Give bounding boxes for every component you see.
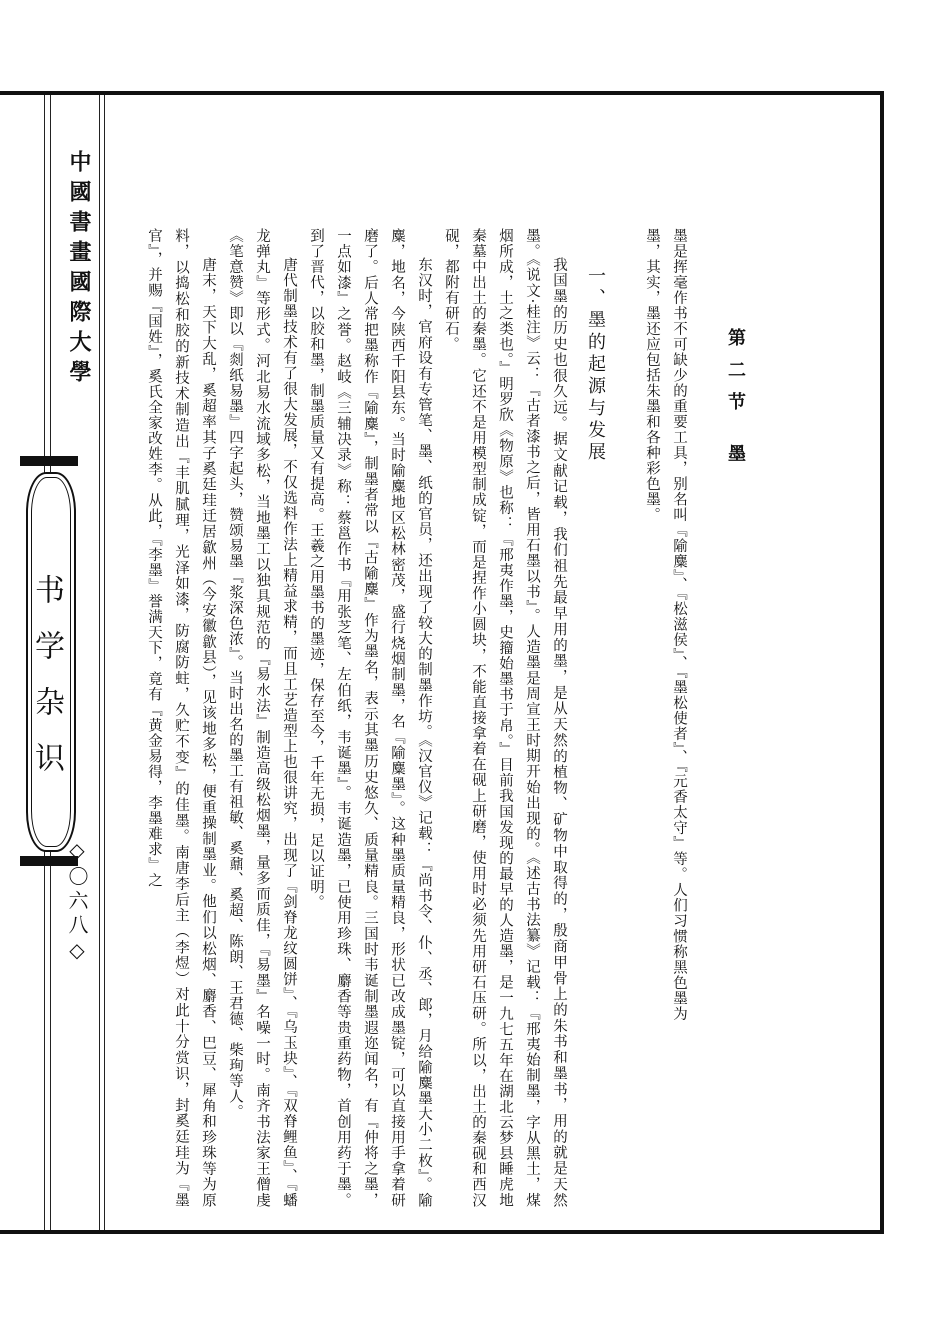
gutter-rule [104,95,105,1230]
paragraph: 东汉时，官府设有专管笔、墨、纸的官员，还出现了较大的制墨作坊。《汉官仪》记载：『尚书令、仆、丞、郎，月给隃麋墨大小二枚』。隃麋，地名，今陕西千阳县东。当时隃麋地区松林密茂，盛行烧烟制墨，名『隃麋墨』。这种墨质量精良，形状已改成墨锭，可以直接用手拿着研磨了。后人常把墨称作『隃麋』，制墨者常以『古隃麋』作为墨名，表示其墨历史悠久、质量精良。三国时韦诞制墨遐迩闻名，有『仲将之墨，一点如漆』之誉。赵岐《三辅决录》称：蔡邕作书『用张芝笔、左伯纸，韦诞墨』。韦诞造墨，已使用珍珠、麝香等贵重药物，首创用药于墨。到了晋代，以胶和墨，制墨质量又有提高。王羲之用墨书的墨迹，保存至今，千年无损，足以证明。 [308,228,432,1208]
paragraph: 我国墨的历史也很久远。据文献记载，我们祖先最早用的墨，是从天然的植物、矿物中取得的，殷商甲骨上的朱书和墨书，用的就是天然墨。《说文·桂注》云：『古者漆书之后，皆用石墨以书』。人造墨是周宣王时期开始出现的。《述古书法纂》记载：『邢夷始制墨，字从黑土，煤烟所成，土之类也。』明罗欣《物原》也称：『邢夷作墨，史籀始墨书于帛。』目前我国发现的最早的人造墨，是一九七五年在湖北云梦县睡虎地秦墓中出土的秦墨。它还不是用模型制成锭，而是捏作小圆块，不能直接拿着在砚上研磨，使用时必须先用研石压研。所以，出土的秦砚和西汉砚，都附有研石。 [443,228,567,1208]
page-frame-right [880,91,884,1234]
gutter-rule [99,95,100,1230]
article-body [146,228,762,1208]
spacer [618,228,638,1208]
page-frame-top [0,91,884,95]
subheading: 一、墨的起源与发展 [585,266,606,464]
paragraph: 唐代制墨技术有了很大发展，不仅选料作法上精益求精，而且工艺造型上也很讲究，出现了『剑脊龙纹圆饼』、『乌玉块』、『双脊鲤鱼』、『蟠龙弹丸』等形式。河北易水流域多松，当地墨工以独具规范的『易水法』制造高级松烟墨，量多而质佳，『易墨』名噪一时。南齐书法家王僧虔《笔意赞》即以『剡纸易墨』四字起头，赞颂易墨『浆深色浓』。当时出名的墨工有祖敏、奚鼐、奚超、陈朗、王君德、柴珣等人。 [227,228,297,1208]
cartouche-bar-top [20,456,78,466]
intro-line: 墨是挥毫作书不可缺少的重要工具，别名叫『隃麋』、『松滋侯』、『墨松使者』、『元香太守』等。人们习惯称黑色墨为 [671,228,687,1022]
page-frame-bottom [0,1230,884,1234]
paragraph: 唐末，天下大乱，奚超率其子奚廷珪迁居歙州（今安徽歙县），见该地多松，便重操制墨业。他们以松烟、麝香、巴豆、犀角和珍珠等为原料，以捣松和胶的新技术制造出『丰肌腻理，光泽如漆，防腐防蛀，久贮不变』的佳墨。南唐李后主（李煜）对此十分赏识，封奚廷珪为『墨官』，并赐『国姓』，奚氏全家改姓李。从此，『李墨』誉满天下，竟有『黄金易得，李墨难求』之 [146,228,216,1208]
page-number: ◇〇六八◇ [65,838,89,966]
university-name: 中國書畫國際大學 [66,150,91,390]
section-title: 第二节 墨 [725,328,746,477]
intro-line: 墨，其实，墨还应包括朱墨和各种彩色墨。 [644,228,660,523]
book-title: 书学杂识 [29,574,64,798]
book-title-cartouche [20,456,80,866]
